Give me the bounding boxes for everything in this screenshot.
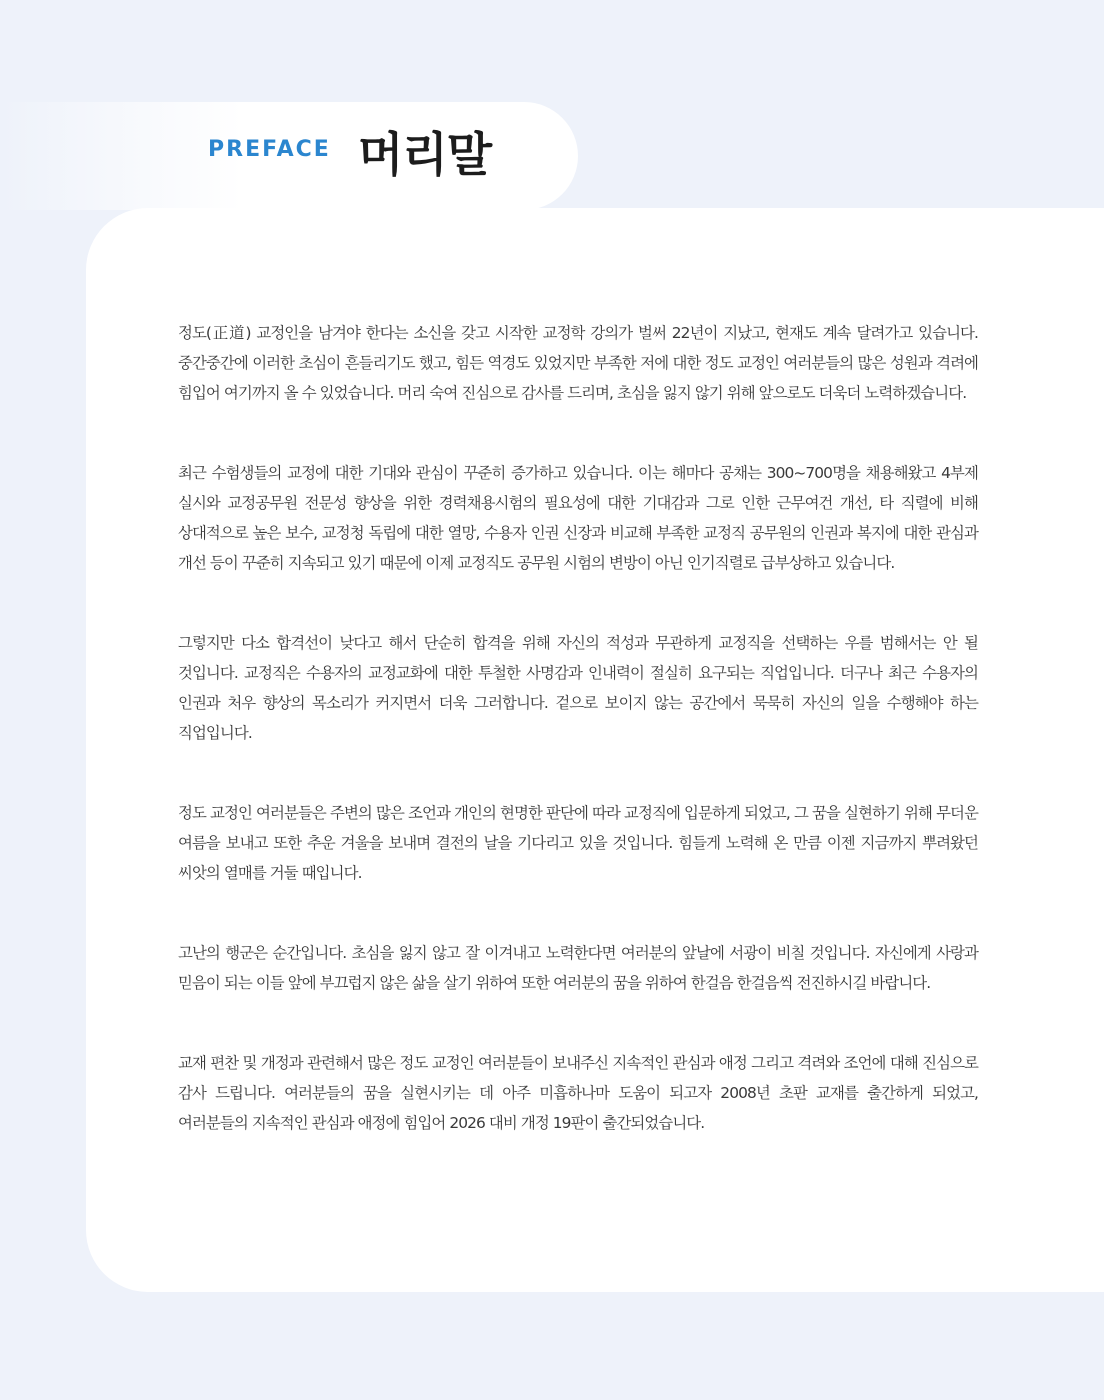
paragraph-1: 정도(正道) 교정인을 남겨야 한다는 소신을 갖고 시작한 교정학 강의가 벌써 22년이 지났고, 현재도 계속 달려가고 있습니다. 중간중간에 이러한 초심이 흔들리기도 했고, 힘든 역경도 있었지만 부족한 저에 대한 정도 교정인 여러분들의 많은 성원과 격려에 힘입어 여기까지 올 수 있었습니다. 머리 숙여 진심으로 감사를 드리며, 초심을 잃지 않기 위해 앞으로도 더욱더 노력하겠습니다. [178, 324, 978, 402]
paragraph-5: 고난의 행군은 순간입니다. 초심을 잃지 않고 잘 이겨내고 노력한다면 여러분의 앞날에 서광이 비칠 것입니다. 자신에게 사랑과 믿음이 되는 이들 앞에 부끄럽지 않은 삶을 살기 위하여 또한 여러분의 꿈을 위하여 한걸음 한걸음씩 전진하시길 바랍니다. [178, 944, 978, 992]
paragraph-2: 최근 수험생들의 교정에 대한 기대와 관심이 꾸준히 증가하고 있습니다. 이는 해마다 공채는 300~700명을 채용해왔고 4부제 실시와 교정공무원 전문성 향상을 위한 경력채용시험의 필요성에 대한 기대감과 그로 인한 근무여건 개선, 타 직렬에 비해 상대적으로 높은 보수, 교정청 독립에 대한 열망, 수용자 인권 신장과 비교해 부족한 교정직 공무원의 인권과 복지에 대한 관심과 개선 등이 꾸준히 지속되고 있기 때문에 이제 교정직도 공무원 시험의 변방이 아닌 인기직렬로 급부상하고 있습니다. [178, 464, 978, 572]
paragraph-6: 교재 편찬 및 개정과 관련해서 많은 정도 교정인 여러분들이 보내주신 지속적인 관심과 애정 그리고 격려와 조언에 대해 진심으로 감사 드립니다. 여러분들의 꿈을 실현시키는 데 아주 미흡하나마 도움이 되고자 2008년 초판 교재를 출간하게 되었고, 여러분들의 지속적인 관심과 애정에 힘입어 2026 대비 개정 19판이 출간되었습니다. [178, 1054, 978, 1132]
section-label-preface: PREFACE [208, 137, 331, 162]
paragraph-4: 정도 교정인 여러분들은 주변의 많은 조언과 개인의 현명한 판단에 따라 교정직에 입문하게 되었고, 그 꿈을 실현하기 위해 무더운 여름을 보내고 또한 추운 겨울을 보내며 결전의 날을 기다리고 있을 것입니다. 힘들게 노력해 온 만큼 이젠 지금까지 뿌려왔던 씨앗의 열매를 거둘 때입니다. [178, 804, 978, 882]
preface-body [178, 318, 978, 1138]
paragraph-3: 그렇지만 다소 합격선이 낮다고 해서 단순히 합격을 위해 자신의 적성과 무관하게 교정직을 선택하는 우를 범해서는 안 될 것입니다. 교정직은 수용자의 교정교화에 대한 투철한 사명감과 인내력이 절실히 요구되는 직업입니다. 더구나 최근 수용자의 인권과 처우 향상의 목소리가 커지면서 더욱 그러합니다. 겉으로 보이지 않는 공간에서 묵묵히 자신의 일을 수행해야 하는 직업입니다. [178, 634, 978, 742]
page-title: 머리말 [358, 128, 492, 183]
